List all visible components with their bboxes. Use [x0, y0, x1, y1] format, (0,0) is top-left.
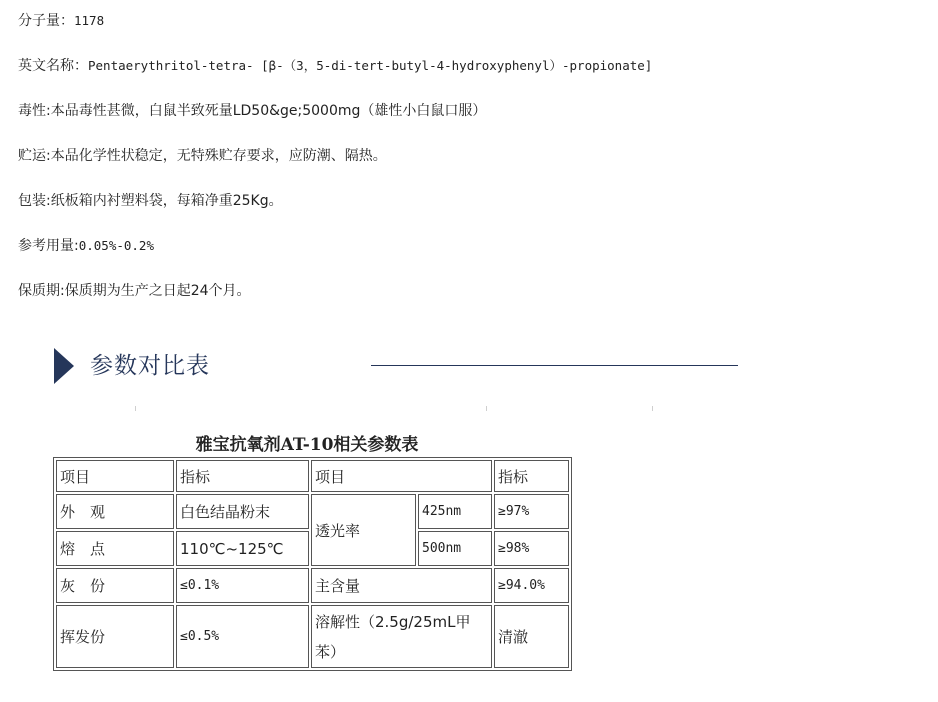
appearance-label: 外 观 — [56, 494, 174, 529]
english-name-value: Pentaerythritol-tetra- [β-（3，5-di-tert-butyl-4-hydroxyphenyl）-propionate] — [88, 58, 653, 73]
packaging-label: 包装: — [18, 193, 51, 209]
dosage-label: 参考用量: — [18, 238, 79, 254]
divider-tick — [652, 406, 653, 411]
table-row — [56, 568, 569, 603]
table-title: 雅宝抗氧剂AT-10相关参数表 — [195, 435, 419, 455]
wavelength-500: 500nm — [418, 531, 492, 566]
transmittance-425-value: ≥97% — [494, 494, 569, 529]
main-content-label: 主含量 — [311, 568, 492, 603]
table-header-row — [56, 460, 569, 492]
shelf-life-label: 保质期: — [18, 283, 65, 299]
molecular-weight-line — [18, 12, 104, 30]
storage-value: 本品化学性状稳定，无特殊贮存要求，应防潮、隔热。 — [50, 148, 387, 164]
storage-line — [18, 147, 387, 165]
toxicity-value: 本品毒性甚微，白鼠半致死量LD50&ge;5000mg（雄性小白鼠口服） — [50, 103, 487, 119]
volatiles-label: 挥发份 — [56, 605, 174, 668]
shelf-life-line — [18, 282, 251, 300]
header-item: 项目 — [311, 460, 492, 492]
molecular-weight-value: 1178 — [74, 13, 105, 28]
dosage-value: 0.05%-0.2% — [78, 238, 154, 253]
params-table — [53, 457, 572, 671]
header-spec: 指标 — [176, 460, 309, 492]
section-divider — [371, 365, 738, 366]
packaging-value: 纸板箱内衬塑料袋，每箱净重25Kg。 — [50, 193, 283, 209]
packaging-line — [18, 192, 283, 210]
divider-tick — [135, 406, 136, 411]
table-row — [56, 494, 569, 529]
melting-point-label: 熔 点 — [56, 531, 174, 566]
english-name-line — [18, 57, 652, 75]
solubility-value: 清澈 — [494, 605, 569, 668]
solubility-label: 溶解性（2.5g/25mL甲苯） — [311, 605, 492, 668]
storage-label: 贮运: — [18, 148, 51, 164]
dosage-line — [18, 237, 154, 255]
volatiles-value: ≤0.5% — [176, 605, 309, 668]
ash-label: 灰 份 — [56, 568, 174, 603]
wavelength-425: 425nm — [418, 494, 492, 529]
transmittance-500-value: ≥98% — [494, 531, 569, 566]
toxicity-label: 毒性: — [18, 103, 51, 119]
melting-point-value: 110℃~125℃ — [176, 531, 309, 566]
table-row — [56, 605, 569, 668]
section-title: 参数对比表 — [90, 353, 210, 379]
section-arrow-icon — [54, 348, 74, 384]
english-name-label: 英文名称： — [18, 58, 88, 74]
transmittance-label: 透光率 — [311, 494, 416, 566]
header-spec: 指标 — [494, 460, 569, 492]
divider-tick — [486, 406, 487, 411]
ash-value: ≤0.1% — [176, 568, 309, 603]
shelf-life-value: 保质期为生产之日起24个月。 — [64, 283, 251, 299]
main-content-value: ≥94.0% — [494, 568, 569, 603]
toxicity-line — [18, 102, 486, 120]
appearance-value: 白色结晶粉末 — [176, 494, 309, 529]
molecular-weight-label: 分子量： — [18, 13, 74, 29]
header-item: 项目 — [56, 460, 174, 492]
